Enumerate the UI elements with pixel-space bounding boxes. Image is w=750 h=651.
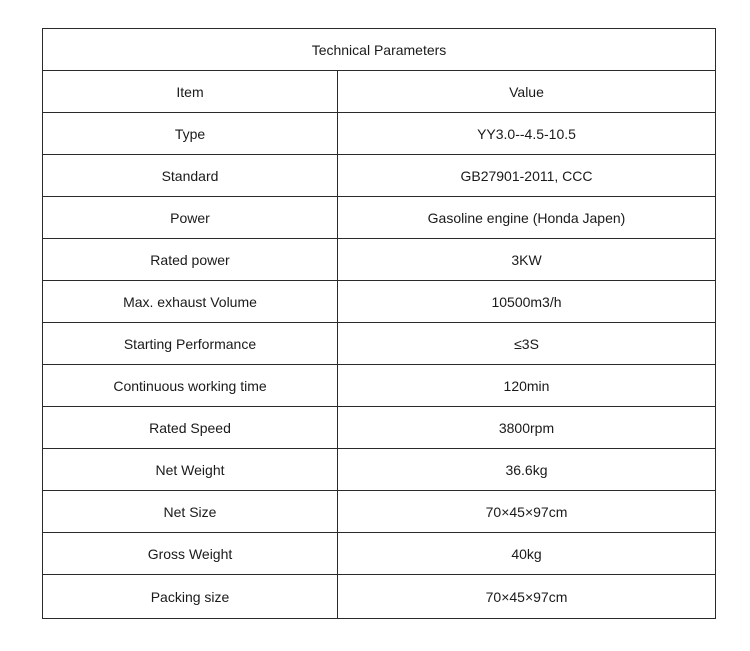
table-row — [43, 575, 716, 619]
column-header-item: Item — [43, 71, 338, 113]
table-row — [43, 491, 716, 533]
item-cell: Packing size — [43, 575, 338, 619]
value-cell: 120min — [338, 365, 716, 407]
value-cell: YY3.0--4.5-10.5 — [338, 113, 716, 155]
table-header-row — [43, 71, 716, 113]
item-cell: Net Size — [43, 491, 338, 533]
value-cell: ≤3S — [338, 323, 716, 365]
table-row — [43, 155, 716, 197]
table-title-row — [43, 29, 716, 71]
item-cell: Max. exhaust Volume — [43, 281, 338, 323]
item-cell: Gross Weight — [43, 533, 338, 575]
table-row — [43, 239, 716, 281]
table-row — [43, 533, 716, 575]
value-cell: 10500m3/h — [338, 281, 716, 323]
table-row — [43, 281, 716, 323]
value-cell: 3800rpm — [338, 407, 716, 449]
table-row — [43, 449, 716, 491]
table-row — [43, 407, 716, 449]
table-title: Technical Parameters — [43, 29, 716, 71]
technical-parameters-table — [42, 28, 716, 619]
table-row — [43, 113, 716, 155]
item-cell: Rated power — [43, 239, 338, 281]
column-header-value: Value — [338, 71, 716, 113]
value-cell: 36.6kg — [338, 449, 716, 491]
value-cell: 70×45×97cm — [338, 491, 716, 533]
item-cell: Rated Speed — [43, 407, 338, 449]
value-cell: 70×45×97cm — [338, 575, 716, 619]
item-cell: Type — [43, 113, 338, 155]
value-cell: 40kg — [338, 533, 716, 575]
value-cell: Gasoline engine (Honda Japen) — [338, 197, 716, 239]
item-cell: Power — [43, 197, 338, 239]
value-cell: GB27901-2011, CCC — [338, 155, 716, 197]
item-cell: Starting Performance — [43, 323, 338, 365]
table-row — [43, 365, 716, 407]
table-row — [43, 197, 716, 239]
item-cell: Net Weight — [43, 449, 338, 491]
item-cell: Continuous working time — [43, 365, 338, 407]
value-cell: 3KW — [338, 239, 716, 281]
item-cell: Standard — [43, 155, 338, 197]
table-row — [43, 323, 716, 365]
